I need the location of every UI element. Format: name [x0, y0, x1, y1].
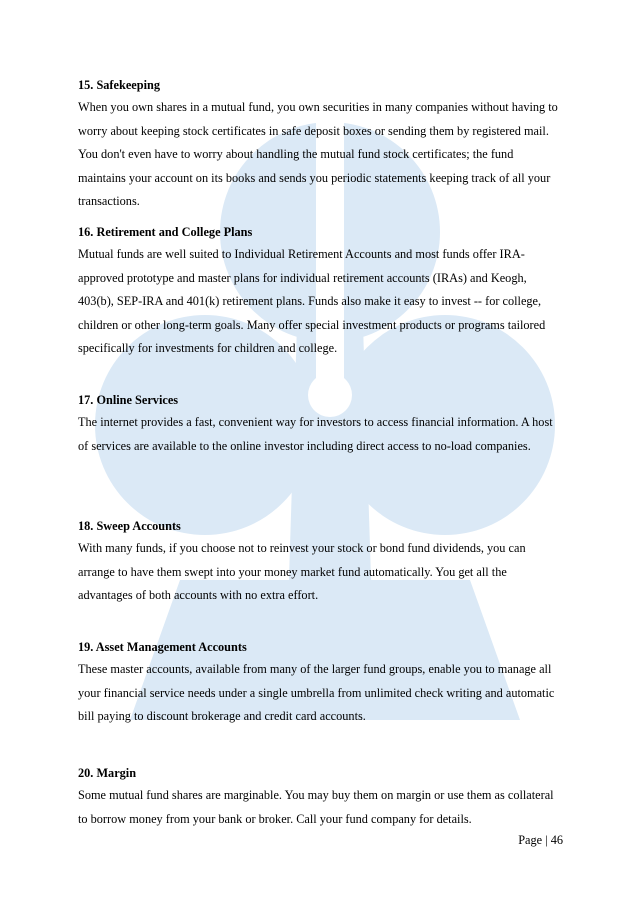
section-body: With many funds, if you choose not to reinvest your stock or bond fund dividends, you can arrange to have them swept into your money market fund automatically. You get all the advantages of both accounts with no extra effort.	[78, 541, 526, 602]
section-heading: 16. Retirement and College Plans	[78, 225, 253, 239]
section-body: These master accounts, available from many of the larger fund groups, enable you to manage all your financial service needs under a single umbrella from unlimited check writing and automatic bill paying to discount brokerage and credit card accounts.	[78, 662, 555, 723]
section-body: Mutual funds are well suited to Individual Retirement Accounts and most funds offer IRA-approved prototype and master plans for individual retirement accounts (IRAs) and Keogh, 403(b), SEP-IRA and 401(k) retirement plans. Funds also make it easy to invest -- for college, children or other long-term goals. Many offer special investment products or programs tailored specifically for investments for children and college.	[78, 247, 546, 355]
section-body: Some mutual fund shares are marginable. You may buy them on margin or use them as collateral to borrow money from your bank or broker. Call your fund company for details.	[78, 788, 554, 826]
section-retirement-college-plans	[78, 221, 563, 361]
section-heading: 19. Asset Management Accounts	[78, 640, 247, 654]
page-number: Page | 46	[518, 833, 563, 847]
section-sweep-accounts	[78, 515, 563, 608]
section-body: The internet provides a fast, convenient way for investors to access financial information. A host of services are available to the online investor including direct access to no-load companies.	[78, 415, 553, 453]
section-safekeeping	[78, 74, 563, 214]
section-heading: 18. Sweep Accounts	[78, 519, 181, 533]
section-online-services	[78, 389, 563, 458]
section-margin	[78, 762, 563, 831]
section-heading: 20. Margin	[78, 766, 137, 780]
section-asset-management-accounts	[78, 636, 563, 729]
section-heading: 15. Safekeeping	[78, 78, 160, 92]
section-body: When you own shares in a mutual fund, you own securities in many companies without having to worry about keeping stock certificates in safe deposit boxes or sending them by registered mail. You don't even have to worry about handling the mutual fund stock certificates; the fund maintains your account on its books and sends you periodic statements keeping track of all your transactions.	[78, 100, 558, 208]
section-heading: 17. Online Services	[78, 393, 179, 407]
